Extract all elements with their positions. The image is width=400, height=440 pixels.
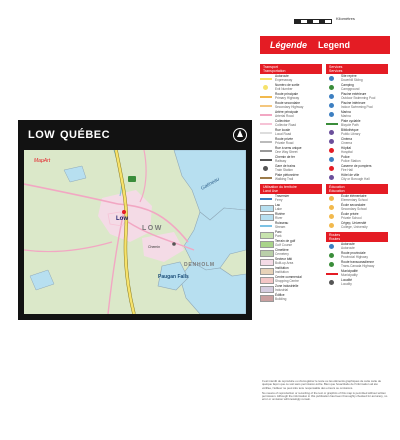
legend-label <box>275 120 321 127</box>
legend-label-en: Building <box>275 296 287 301</box>
legend-symbol-icon <box>260 286 274 293</box>
legend-item <box>260 93 322 101</box>
legend-label-en: Lake <box>275 206 282 211</box>
legend-label <box>341 147 387 154</box>
map-title-place: LOW <box>28 129 56 141</box>
legend-label-en: Marina <box>341 113 351 118</box>
legend-label-fr: Rue à sens unique <box>275 146 302 150</box>
legend-symbol-icon <box>329 76 334 81</box>
legend-symbol-icon <box>260 295 274 302</box>
legend-label-fr: Route transcanadienne <box>341 260 374 264</box>
legend-item <box>326 120 388 128</box>
legend-label <box>341 270 387 277</box>
legend-list-land-use <box>260 195 322 302</box>
legend-label-en: Expressway <box>275 77 293 82</box>
legend-label-en: City or Borough Hall <box>341 176 370 181</box>
legend-item <box>260 204 322 212</box>
legend-label-fr: Route principale <box>275 92 299 96</box>
legend-symbol-icon <box>329 223 334 228</box>
legend-label-en: Indoor Swimming Pool <box>341 104 373 109</box>
map-title-province: QUÉBEC <box>60 129 111 141</box>
legend-label-fr: Hôtel de ville <box>341 173 360 177</box>
legend-label-en: Private Road <box>275 140 294 145</box>
legend-panel <box>260 14 390 426</box>
legend-symbol-icon <box>329 166 334 171</box>
legend-label-en: Public Library <box>341 131 361 136</box>
legend-label-en: Golf Course <box>275 242 293 247</box>
town-marker <box>122 210 126 214</box>
copyright-note-fr: Il est interdit de reproduire ou d'enregistrer le texte ou les éléments graphiques de cette carte de quelque façon que ce soit sans permission écrite. Bien que l'exactitude de l'information ait été vérifiée, l'éditeur ne peut être tenu responsable des erreurs ou omissions. <box>262 379 382 390</box>
legend-list-services <box>326 75 388 182</box>
legend-label-fr: Centre commercial <box>275 275 302 279</box>
legend-label-en: Secondary Highway <box>275 104 304 109</box>
legend-label <box>341 165 387 172</box>
legend-item <box>326 222 388 230</box>
legend-label-fr: Hôpital <box>341 146 351 150</box>
legend-item <box>326 129 388 137</box>
legend-label-fr: Lac <box>275 203 281 207</box>
legend-symbol-icon <box>260 268 274 275</box>
legend-label-en: Locality <box>341 281 352 286</box>
legend-label-fr: Site repère <box>341 74 357 78</box>
legend-label-fr: Autoroute <box>341 242 355 246</box>
legend-symbol-icon <box>329 103 334 108</box>
legend-symbol-icon <box>326 123 338 125</box>
legend-label-en: Bicycle Path <box>341 122 359 127</box>
legend-item <box>260 276 322 284</box>
legend-label-fr: École privée <box>341 212 359 216</box>
legend-symbol-icon <box>329 130 334 135</box>
legend-label-en: Institution <box>275 269 289 274</box>
legend-symbol-icon <box>260 123 272 125</box>
legend-label-en: Campground <box>341 86 360 91</box>
legend-label <box>275 147 321 154</box>
legend-label <box>341 102 387 109</box>
legend-list-education <box>326 195 388 230</box>
legend-item <box>260 111 322 119</box>
legend-symbol-icon <box>260 277 274 284</box>
legend-label-fr: Piste piétonnière <box>275 173 299 177</box>
legend-label <box>341 120 387 127</box>
legend-label-en: Primary Highway <box>275 95 300 100</box>
legend-item <box>326 84 388 92</box>
legend-item <box>326 261 388 269</box>
legend-label-fr: Zone industrielle <box>275 284 299 288</box>
legend-column-right <box>326 62 388 288</box>
legend-label <box>341 243 387 250</box>
legend-symbol-icon <box>260 232 274 239</box>
legend-item <box>326 213 388 221</box>
legend-label-fr: Municipalité <box>341 269 358 273</box>
legend-item <box>260 129 322 137</box>
legend-label-en: Exit Number <box>275 86 293 91</box>
legend-label <box>341 213 387 220</box>
legend-label-fr: Gare de trains <box>275 164 296 168</box>
legend-label-en: College, University <box>341 224 368 229</box>
legend-label-en: Provincial Highway <box>341 254 368 259</box>
legend-label <box>341 156 387 163</box>
legend-section-services: Services Services <box>326 64 388 74</box>
legend-label <box>275 222 321 229</box>
legend-item <box>326 270 388 278</box>
legend-label-fr: Piscine extérieure <box>341 92 367 96</box>
legend-symbol-icon <box>260 78 272 80</box>
legend-symbol-icon <box>260 177 272 179</box>
legend-label-en: Municipality <box>341 272 358 277</box>
legend-item <box>260 222 322 230</box>
legend-item <box>260 84 322 92</box>
legend-label-en: Outdoor Swimming Pool <box>341 95 376 100</box>
legend-label-en: Industrial <box>275 287 288 292</box>
legend-label <box>275 267 321 274</box>
legend-label <box>275 156 321 163</box>
legend-item <box>260 240 322 248</box>
falls-label: Paugan Falls <box>158 274 189 280</box>
legend-item <box>260 138 322 146</box>
legend-list-routes <box>326 243 388 287</box>
legend-label-fr: Traversier <box>275 194 290 198</box>
legend-label <box>275 138 321 145</box>
legend-item <box>260 267 322 275</box>
legend-symbol-icon <box>260 250 274 257</box>
map-header <box>18 120 252 150</box>
legend-item <box>260 147 322 155</box>
map-svg <box>24 150 246 314</box>
legend-label-fr: Secteur bâti <box>275 257 293 261</box>
legend-label <box>341 129 387 136</box>
legend-symbol-icon <box>260 150 272 152</box>
legend-label-en: Secondary School <box>341 206 367 211</box>
legend-symbol-icon <box>329 85 334 90</box>
legend-item <box>326 165 388 173</box>
legend-label <box>275 165 321 172</box>
legend-symbol-icon <box>329 262 334 267</box>
legend-item <box>260 249 322 257</box>
legend-label-fr: Collectrice <box>275 119 290 123</box>
legend-symbol-icon <box>260 259 274 266</box>
legend-header <box>260 36 390 54</box>
legend-label-en: Collector Road <box>275 122 297 127</box>
legend-section-education: Éducation Education <box>326 184 388 194</box>
legend-item <box>260 165 322 173</box>
legend-item <box>326 75 388 83</box>
legend-item <box>260 102 322 110</box>
legend-symbol-icon <box>329 196 334 201</box>
legend-symbol-icon <box>260 105 272 107</box>
legend-label-en: Private School <box>341 215 362 220</box>
locality-marker <box>172 242 176 246</box>
legend-label <box>275 213 321 220</box>
legend-label-fr: Rivière <box>275 212 285 216</box>
legend-symbol-icon <box>329 139 334 144</box>
brand-label: MapArt <box>34 158 51 164</box>
legend-item <box>326 195 388 203</box>
legend-symbol-icon <box>329 253 334 258</box>
legend-label <box>341 279 387 286</box>
legend-label <box>275 75 321 82</box>
legend-label-en: Elementary School <box>341 197 368 202</box>
legend-symbol-icon <box>329 175 334 180</box>
legend-label <box>341 252 387 259</box>
legend-item <box>260 285 322 293</box>
legend-label-fr: Piscine intérieure <box>341 101 366 105</box>
legend-label <box>275 111 321 118</box>
legend-label-en: Park <box>275 233 282 238</box>
legend-label <box>275 276 321 283</box>
legend-label-fr: Camping <box>341 83 354 87</box>
scale-unit: Kilomètres <box>336 16 355 21</box>
legend-list-transport <box>260 75 322 182</box>
legend-label <box>341 84 387 91</box>
legend-label-en: Train Station <box>275 167 293 172</box>
legend-symbol-icon <box>329 205 334 210</box>
legend-label-fr: École élémentaire <box>341 194 367 198</box>
road-label: Chemin <box>148 245 161 249</box>
legend-label-fr: Cégep, Université <box>341 221 367 225</box>
legend-label-fr: Piste cyclable <box>341 119 361 123</box>
legend-label-en: One Way Street <box>275 149 298 154</box>
legend-label <box>275 84 321 91</box>
legend-item <box>326 204 388 212</box>
legend-item <box>326 147 388 155</box>
legend-label <box>275 174 321 181</box>
legend-label-en: Ferry <box>275 197 283 202</box>
legend-symbol-icon <box>260 114 272 116</box>
legend-label <box>275 93 321 100</box>
legend-symbol-icon <box>260 159 272 161</box>
legend-label-fr: Numéro de sortie <box>275 83 300 87</box>
legend-label-fr: Artère principale <box>275 110 299 114</box>
legend-label-en: Shopping Centre <box>275 278 299 283</box>
legend-label <box>275 249 321 256</box>
legend-label-en: Cinema <box>341 140 352 145</box>
legend-label-fr: Autoroute <box>275 74 289 78</box>
legend-item <box>260 156 322 164</box>
legend-label-fr: École secondaire <box>341 203 366 207</box>
legend-label-fr: Caserne de pompiers <box>341 164 372 168</box>
legend-item <box>326 138 388 146</box>
legend-section-land-use: Utilisation du territoire Land Use <box>260 184 322 194</box>
legend-label <box>341 75 387 82</box>
legend-column-left <box>260 62 322 303</box>
map-view[interactable] <box>24 150 246 314</box>
legend-item <box>260 174 322 182</box>
legend-symbol-icon <box>263 85 268 90</box>
legend-label-fr: Bibliothèque <box>341 128 359 132</box>
legend-label <box>341 204 387 211</box>
copyright-note-en: No means of reproduction or recording of the text or graphics of this map is permitted without written permission. Although the information in this publication has been thoroughly checked for accuracy, no error or omission will knowingly remain. <box>262 390 388 402</box>
legend-label-fr: Parc <box>275 230 282 234</box>
legend-label-fr: Rue locale <box>275 128 291 132</box>
legend-label <box>275 195 321 202</box>
legend-symbol-icon <box>329 280 334 285</box>
locality-label: DENHOLM <box>184 262 215 268</box>
legend-label-en: Local Road <box>275 131 292 136</box>
legend-item <box>260 258 322 266</box>
legend-title-en: Legend <box>318 40 351 50</box>
legend-symbol-icon <box>260 241 274 248</box>
legend-section-routes: Routes Routes <box>326 232 388 242</box>
legend-item <box>260 195 322 203</box>
legend-label <box>275 285 321 292</box>
legend-label <box>341 261 387 268</box>
legend-label-en: Built-up Area <box>275 260 294 265</box>
legend-section-transport: Transport Transportation <box>260 64 322 74</box>
legend-item <box>260 120 322 128</box>
legend-label-fr: Ruisseau <box>275 221 289 225</box>
legend-symbol-icon <box>329 214 334 219</box>
legend-label-fr: Terrain de golf <box>275 239 296 243</box>
legend-symbol-icon <box>260 214 274 221</box>
legend-item <box>260 75 322 83</box>
legend-label-en: Police Station <box>341 158 361 163</box>
legend-label-fr: Route provinciale <box>341 251 366 255</box>
legend-item <box>260 294 322 302</box>
legend-label-fr: Institution <box>275 266 289 270</box>
legend-label-en: Autoroute <box>341 245 355 250</box>
legend-label <box>275 102 321 109</box>
legend-item <box>326 102 388 110</box>
highway-shield-icon <box>128 176 136 182</box>
legend-symbol-icon <box>329 112 334 117</box>
legend-item <box>326 252 388 260</box>
legend-symbol-icon <box>260 198 272 200</box>
legend-symbol-icon <box>260 225 272 227</box>
legend-title-fr: Légende <box>270 40 308 50</box>
legend-label-fr: Route privée <box>275 137 294 141</box>
legend-label-en: River <box>275 215 283 220</box>
legend-label-en: Fire Hall <box>341 167 353 172</box>
legend-label-fr: Chemin de fer <box>275 155 296 159</box>
legend-item <box>260 231 322 239</box>
legend-label-en: Arterial Road <box>275 113 294 118</box>
legend-label <box>341 195 387 202</box>
legend-symbol-icon <box>329 148 334 153</box>
river-label: Gatineau <box>200 176 221 192</box>
legend-label-fr: Édifice <box>275 293 285 297</box>
legend-symbol-icon <box>260 96 272 98</box>
legend-symbol-icon <box>329 244 334 249</box>
legend-label-fr: Police <box>341 155 350 159</box>
map-card <box>18 120 252 320</box>
legend-label-en: Cemetery <box>275 251 289 256</box>
legend-symbol-icon <box>329 157 334 162</box>
legend-item <box>326 243 388 251</box>
legend-label <box>341 222 387 229</box>
legend-item <box>326 111 388 119</box>
legend-item <box>326 156 388 164</box>
legend-item <box>326 174 388 182</box>
scale-bar <box>294 19 332 24</box>
legend-label <box>341 111 387 118</box>
legend-label <box>275 294 321 301</box>
legend-label <box>275 129 321 136</box>
legend-label-fr: Route secondaire <box>275 101 300 105</box>
legend-label-fr: Marina <box>341 110 351 114</box>
legend-symbol-icon <box>260 132 272 134</box>
legend-label <box>341 174 387 181</box>
legend-symbol-icon <box>326 273 338 275</box>
legend-label-en: Railway <box>275 158 287 163</box>
legend-label <box>341 93 387 100</box>
legend-label-en: Trans-Canada Highway <box>341 263 375 268</box>
legend-label-en: Stream <box>275 224 286 229</box>
copyright-note <box>262 380 388 404</box>
area-label: LOW <box>142 225 163 232</box>
legend-item <box>260 213 322 221</box>
town-label: Low <box>116 216 128 222</box>
legend-label-en: Downhill Skiing <box>341 77 363 82</box>
legend-symbol-icon <box>329 94 334 99</box>
legend-label <box>275 240 321 247</box>
legend-label-fr: Localité <box>341 278 352 282</box>
legend-item <box>326 279 388 287</box>
legend-label-fr: Cinéma <box>341 137 352 141</box>
legend-label-en: Walking Trail <box>275 176 294 181</box>
legend-label <box>275 258 321 265</box>
legend-symbol-icon <box>260 205 274 212</box>
legend-symbol-icon <box>263 166 268 171</box>
legend-label <box>341 138 387 145</box>
legend-label-fr: Cimetière <box>275 248 289 252</box>
legend-label-en: Hospital <box>341 149 353 154</box>
legend-label <box>275 231 321 238</box>
legend-label <box>275 204 321 211</box>
north-arrow-icon <box>233 128 247 142</box>
legend-symbol-icon <box>260 141 272 143</box>
legend-item <box>326 93 388 101</box>
